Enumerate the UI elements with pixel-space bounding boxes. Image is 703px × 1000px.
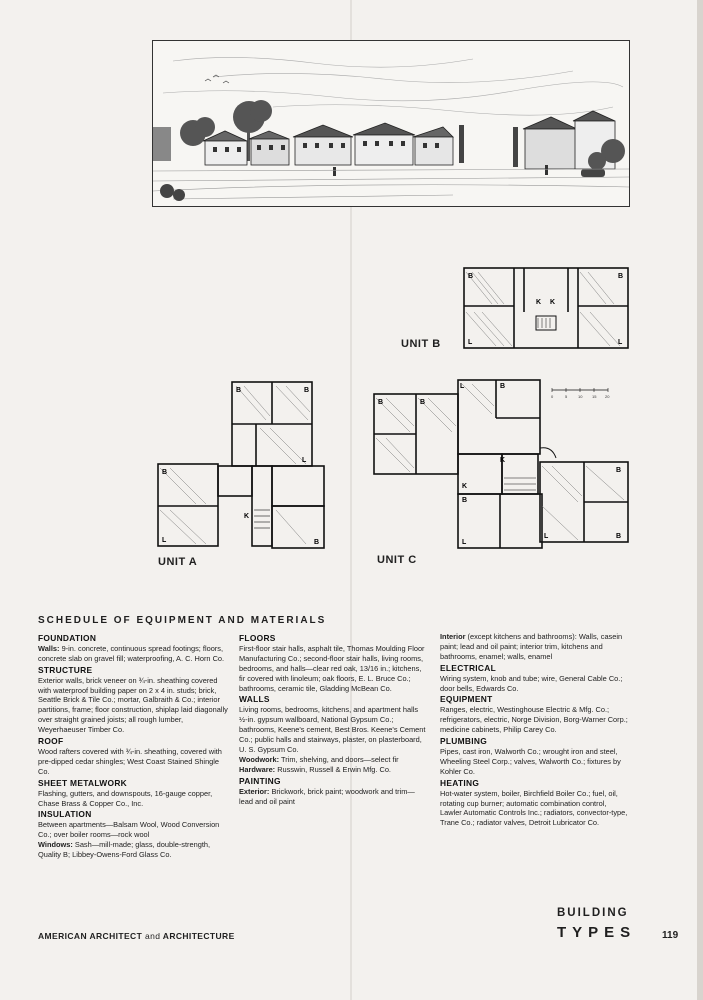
- room-label: B: [462, 497, 468, 504]
- section-heading: STRUCTURE: [38, 664, 93, 675]
- section-text: Sash—mill-made; glass, double-strength, Quality B; Libbey-Owens-Ford Glass Co.: [38, 840, 211, 860]
- room-label: B: [500, 383, 506, 390]
- section-text: Between apartments—Balsam Wool, Wood Conversion Co.; over boiler rooms—rock wool: [38, 820, 220, 840]
- section-heading: FLOORS: [239, 633, 276, 643]
- perspective-sketch: [152, 40, 630, 207]
- schedule-title: SCHEDULE OF EQUIPMENT AND MATERIALS: [38, 615, 327, 626]
- magazine-title-and: and: [144, 931, 161, 941]
- unit-b-label: UNIT B: [401, 338, 441, 350]
- magazine-title: [38, 931, 235, 941]
- section-text: Living rooms, bedrooms, kitchens, and apartment halls ½-in. gypsum wallboard, National Gypsum Co.; bathrooms, Keene's cement, Best Bros. Keene's Cement Co.; public halls and stairways, plaster, on plasterboard, U. S. Gypsum Co.: [239, 705, 426, 754]
- page-number: 119: [662, 930, 679, 941]
- room-label: B: [378, 399, 384, 406]
- room-label: L: [462, 539, 467, 546]
- schedule-column-1: [38, 632, 228, 860]
- section-text: Exterior walls, brick veneer on ¾-in. sheathing covered with waterproof building paper on 2 x 4 in. studs; brick, Seattle Brick & Tile Co.; mortar, Galbraith & Co.; interior partitions, frame; floor construction, shiplap laid diagonally over straight grained joists; all rough lumber, Weyerhaeuser Timber Co.: [38, 675, 228, 735]
- section-heading: PAINTING: [239, 775, 281, 786]
- room-label: B: [618, 273, 624, 280]
- section-text: Pipes, cast iron, Walworth Co.; wrought iron and steel, Wheeling Steel Corp.; valves, Walworth Co.; fixtures by Kohler Co.: [440, 746, 621, 776]
- magazine-title-main: AMERICAN ARCHITECT: [38, 931, 143, 941]
- room-label: K: [500, 457, 506, 464]
- section-text: Hot-water system, boiler, Birchfield Boiler Co.; fuel, oil, rotating cup burner; automatic combination control, Lawler Automatic Controls Inc.; radiators, convector-type, Trane Co.; radiator valves, Detroit Lubricator Co.: [440, 788, 628, 828]
- section-text: (except kitchens and bathrooms): Walls, casein paint; lead and oil paint; interior trim, kitchens and bathrooms, enamel; walls, enamel: [440, 632, 623, 661]
- room-label: K: [462, 483, 468, 490]
- room-label: L: [302, 457, 307, 464]
- scale-tick: 20: [605, 394, 610, 399]
- page-edge: [697, 0, 703, 1000]
- section-label-building: BUILDING: [557, 907, 629, 919]
- unit-a-label: UNIT A: [158, 556, 198, 568]
- section-heading: SHEET METALWORK: [38, 777, 128, 788]
- section-heading: ROOF: [38, 736, 64, 747]
- section-text: 9-in. concrete, continuous spread footings; floors, concrete slab on gravel fill; waterproofing, A. C. Horn Co.: [38, 643, 225, 663]
- section-heading: PLUMBING: [440, 736, 488, 747]
- section-heading: HEATING: [440, 777, 480, 788]
- magazine-title-end: ARCHITECTURE: [162, 931, 235, 941]
- room-label: B: [236, 387, 242, 394]
- room-label: L: [162, 537, 167, 544]
- item-label: Windows:: [38, 840, 73, 850]
- unit-a-plan: [156, 380, 326, 552]
- item-label: Woodwork:: [239, 754, 280, 764]
- section-label-types: TYPES: [557, 924, 637, 941]
- unit-c-label: UNIT C: [377, 554, 417, 566]
- unit-b-plan: [462, 266, 630, 352]
- section-text: Russwin, Russell & Erwin Mfg. Co.: [277, 764, 391, 774]
- item-label: Exterior:: [239, 786, 270, 796]
- section-heading: FOUNDATION: [38, 633, 97, 643]
- section-text: Wood rafters covered with ¾-in. sheathing, covered with pre-dipped cedar shingles; West Coast Stained Shingle Co.: [38, 746, 222, 776]
- section-text: Wiring system, knob and tube; wire, General Cable Co.; door bells, Edwards Co.: [440, 673, 623, 693]
- item-label: Walls:: [38, 643, 60, 653]
- room-label: B: [468, 273, 474, 280]
- section-heading: EQUIPMENT: [440, 694, 493, 705]
- section-text: Ranges, electric, Westinghouse Electric & Mfg. Co.; refrigerators, electric, Norge Division, Borg-Warner Corp.; medicine cabinets, Philip Carey Co.: [440, 705, 628, 735]
- scale-tick: 0: [551, 394, 554, 399]
- room-label: K: [550, 299, 556, 306]
- unit-c-plan: [372, 378, 630, 552]
- room-label: K: [244, 513, 250, 520]
- section-heading: INSULATION: [38, 809, 92, 820]
- room-label: B: [616, 533, 622, 540]
- item-label: Hardware:: [239, 764, 276, 774]
- scale-tick: 5: [565, 394, 568, 399]
- scale-tick: 10: [578, 394, 583, 399]
- section-text: Trim, shelving, and doors—select fir: [281, 754, 399, 764]
- room-label: B: [616, 467, 622, 474]
- room-label: B: [314, 539, 320, 546]
- section-heading: WALLS: [239, 694, 270, 705]
- room-label: L: [460, 383, 465, 390]
- room-label: B: [304, 387, 310, 394]
- section-text: First-floor stair halls, asphalt tile, Thomas Moulding Floor Manufacturing Co.; second-floor stair halls, living rooms, bedrooms, and halls—clear red oak, 13/16 in.; kitchens, fir covered with linoleum; oak floors, E. L. Bruce Co.; bathrooms, ceramic tile, Gladding McBean Co.: [239, 643, 425, 693]
- section-text: Brickwork, brick paint; woodwork and trim—lead and oil paint: [239, 786, 415, 806]
- schedule-column-3: [440, 632, 629, 828]
- section-text: Flashing, gutters, and downspouts, 16-gauge copper, Chase Brass & Copper Co., Inc.: [38, 788, 213, 808]
- room-label: L: [618, 339, 623, 346]
- section-heading: ELECTRICAL: [440, 662, 497, 673]
- room-label: L: [544, 533, 549, 540]
- schedule-column-2: [239, 632, 426, 806]
- room-label: B: [420, 399, 426, 406]
- scale-tick: 15: [592, 394, 597, 399]
- room-label: L: [468, 339, 473, 346]
- item-label: Interior: [440, 632, 466, 641]
- room-label: K: [536, 299, 542, 306]
- room-label: B: [162, 469, 168, 476]
